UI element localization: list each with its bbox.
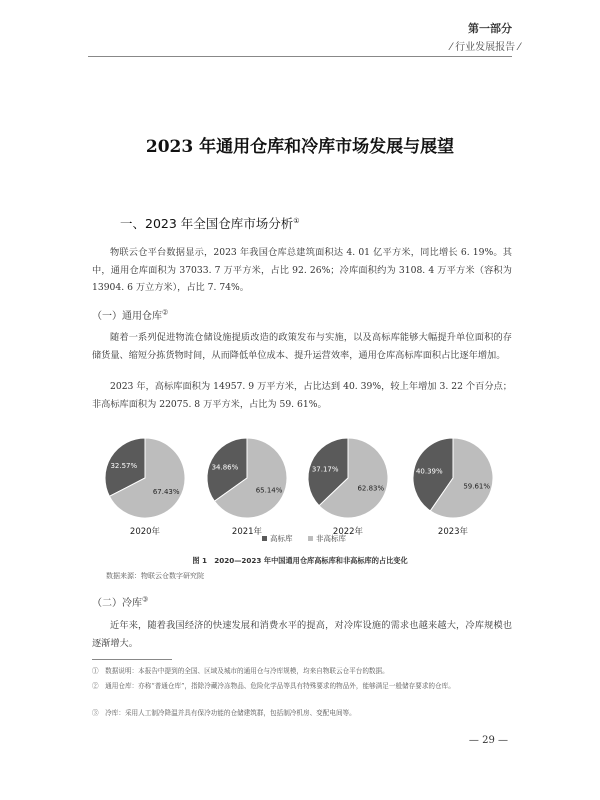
page-number: — 29 — [468,735,508,746]
paragraph-cold-storage: 近年来，随着我国经济的快速发展和消费水平的提高，对冷库设施的需求也越来越大，冷库规模也逐渐增大。 [92,620,512,649]
pie-data-label: 32.57% [110,462,138,471]
legend-swatch [262,536,267,541]
subsection-heading-general-warehouse: （一）通用仓库② [92,308,169,322]
footnote-2: ② 通用仓库：亦称“普通仓库”，指除冷藏冷冻物品、危险化学品等具有特殊要求的物品外，能够满足一般储存要求的仓库。 [92,682,455,690]
figure-source: 数据来源：物联云仓数字研究院 [106,572,204,580]
figure-caption: 图 1 2020—2023 年中国通用仓库高标库和非高标库的占比变化 [192,556,408,565]
subsection-heading-cold-storage: （二）冷库③ [92,595,149,609]
footnote-ref-3: ③ [142,595,149,604]
header-subtitle: ⁄ 行业发展报告 ⁄ [450,42,520,53]
footnote-3: ③ 冷库：采用人工制冷降温并具有保冷功能的仓储建筑群，包括制冷机房、变配电间等。 [92,709,356,717]
legend-swatch [308,536,313,541]
pie-year-label: 2020年 [129,527,161,537]
pie-year-label: 2022年 [332,527,364,537]
legend-label: 高标库 [270,534,293,543]
header-divider [88,56,512,57]
header-part-label: 第一部分 [468,22,512,35]
page-title: 2023 年通用仓库和冷库市场发展与展望 [145,137,455,157]
pie-charts-figure [0,418,600,553]
paragraph-policy: 随着一系列促进物流仓储设施提质改造的政策发布与实施，以及高标库能够大幅提升单位面积的存储货量、缩短分拣货物时间，从而降低单位成本、提升运营效率，通用仓库高标库面积占比逐年增加。 [92,332,512,361]
pie-data-label: 40.39% [415,467,443,476]
pie-data-label: 37.17% [311,465,339,474]
pie-year-label: 2023年 [437,527,469,537]
footnote-divider [92,659,172,660]
pie-data-label: 65.14% [255,486,283,495]
legend-label: 非高标库 [316,534,346,543]
pie-data-label: 59.61% [463,482,491,491]
pie-data-label: 62.83% [357,484,385,493]
footnote-ref-1: ① [293,216,300,225]
section-heading: 一、2023 年全国仓库市场分析① [120,216,300,231]
pie-data-label: 67.43% [152,487,180,496]
paragraph-2023-stats: 2023 年，高标库面积为 14957. 9 万平方米，占比达到 40. 39%，较上年增加 3. 22 个百分点；非高标库面积为 22075. 8 万平方米，占比为 59. 61%。 [92,381,512,410]
footnote-1: ① 数据说明：本报告中提到的全国、区域及城市的通用仓与冷库规模，均来自物联云仓平台的数据。 [92,667,389,675]
footnote-ref-2: ② [162,308,169,317]
paragraph-intro: 物联云仓平台数据显示，2023 年我国仓库总建筑面积达 4. 01 亿平方米，同比增长 6. 19%。其中，通用仓库面积为 37033. 7 万平方米，占比 92. 26%；冷库面积约为 3108. 4 万平方米（容积为 13904. 6 万立方米），占比 7. 74%。 [92,247,512,293]
pie-data-label: 34.86% [211,463,239,472]
pie-year-label: 2021年 [231,527,263,537]
